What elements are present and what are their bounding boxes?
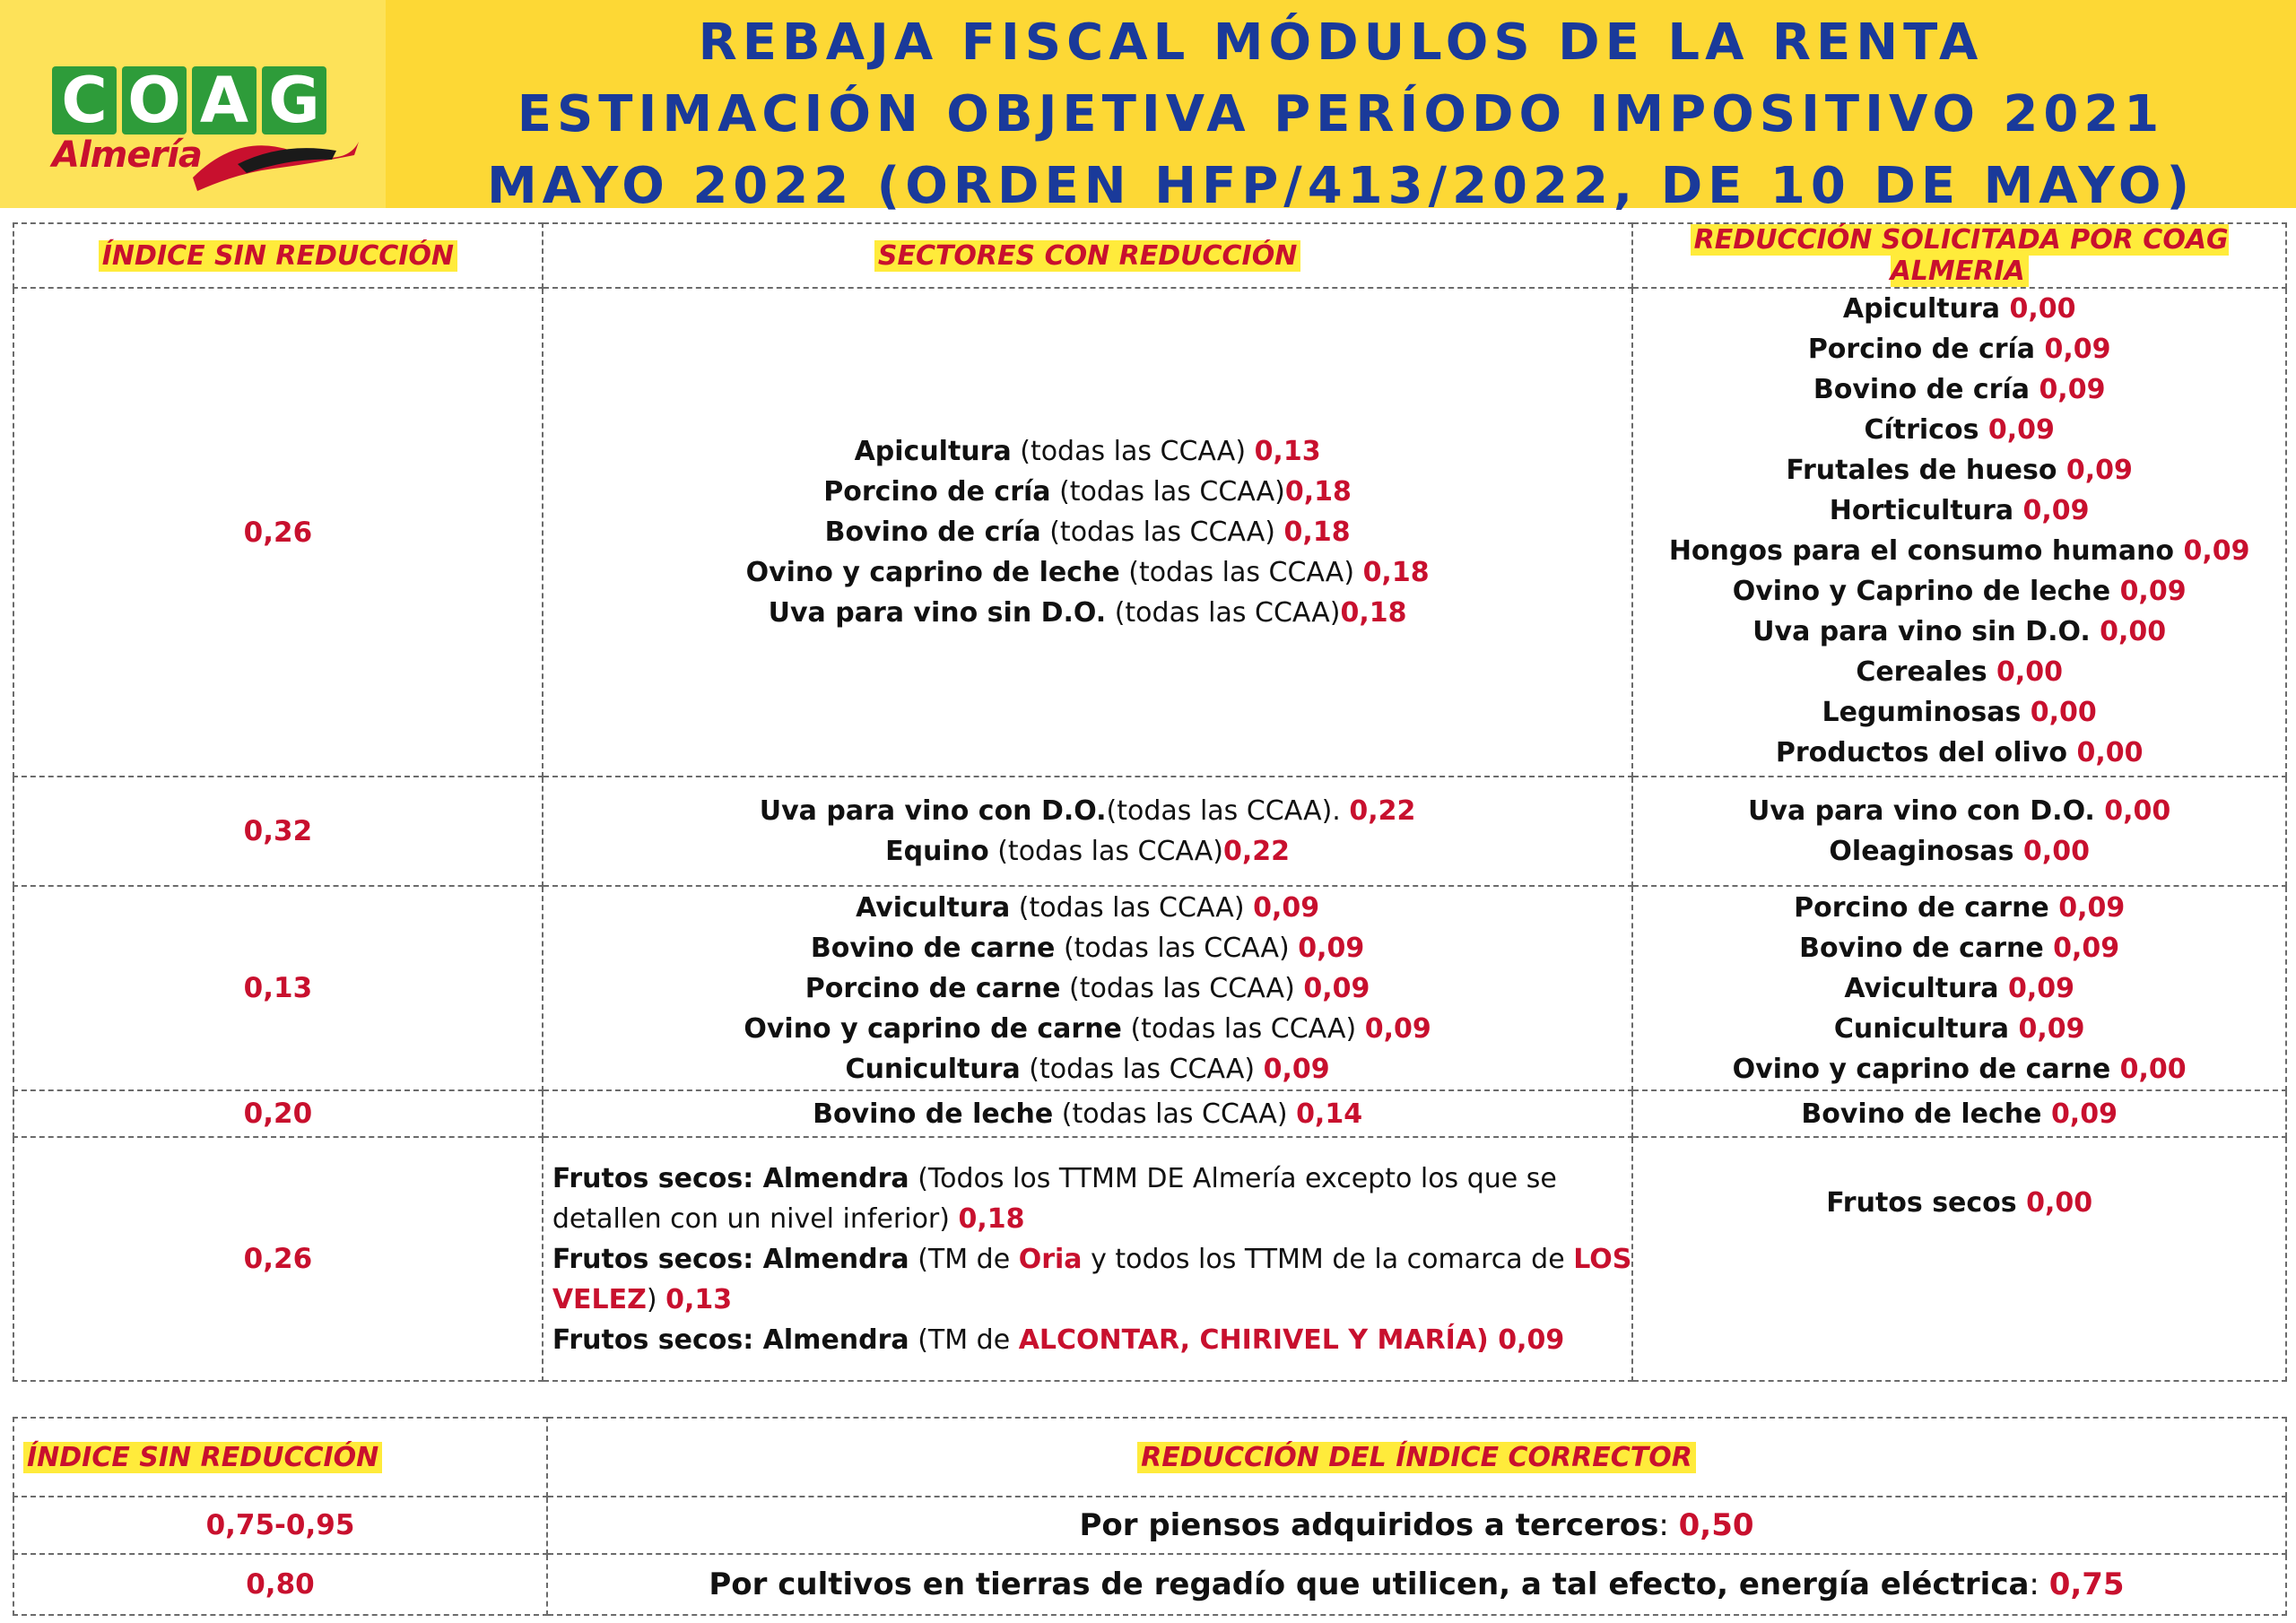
index-cell: 0,75-0,95 bbox=[13, 1497, 547, 1554]
sector-name: Ovino y caprino de leche bbox=[745, 557, 1120, 588]
almendra-segment: ALCONTAR, CHIRIVEL Y MARÍA) 0,09 bbox=[1018, 1324, 1565, 1356]
requested-value: 0,00 bbox=[1996, 656, 2064, 688]
corrector-value: 0,75 bbox=[2048, 1566, 2125, 1602]
sector-line bbox=[544, 831, 1632, 872]
requested-name: Porcino de cría bbox=[1807, 334, 2045, 365]
requested-line bbox=[1633, 369, 2285, 410]
requested-line bbox=[1633, 888, 2285, 928]
requested-name: Productos del olivo bbox=[1775, 737, 2077, 768]
logo-letter-c: C bbox=[52, 66, 117, 135]
table-row bbox=[13, 1090, 2286, 1137]
sector-value: 0,09 bbox=[1298, 932, 1365, 964]
coag-logo bbox=[0, 0, 386, 208]
requested-value: 0,00 bbox=[2119, 1053, 2187, 1085]
requested-line bbox=[1633, 571, 2285, 612]
header-reduccion-corrector: REDUCCIÓN DEL ÍNDICE CORRECTOR bbox=[547, 1418, 2286, 1497]
sector-line bbox=[544, 968, 1632, 1009]
sectors-cell bbox=[543, 886, 1633, 1090]
sector-line bbox=[544, 1094, 1632, 1134]
sector-value: 0,18 bbox=[1362, 557, 1430, 588]
sector-line bbox=[544, 791, 1632, 831]
requested-value: 0,00 bbox=[2022, 836, 2090, 867]
sectors-cell bbox=[543, 777, 1633, 886]
corrector-line bbox=[548, 1565, 2285, 1605]
requested-value: 0,00 bbox=[2104, 795, 2171, 827]
almendra-line bbox=[552, 1239, 1632, 1280]
sector-scope: (todas las CCAA) bbox=[1011, 436, 1255, 467]
requested-name: Bovino de leche bbox=[1801, 1098, 2051, 1130]
corrector-index-table bbox=[13, 1417, 2287, 1616]
sector-value: 0,22 bbox=[1223, 836, 1291, 867]
sector-name: Porcino de cría bbox=[823, 476, 1051, 508]
requested-value: 0,09 bbox=[1987, 414, 2055, 446]
sector-line bbox=[544, 472, 1632, 512]
almendra-segment: (Todos los TTMM DE Almería excepto los que se bbox=[909, 1162, 1557, 1194]
almendra-segment: 0,13 bbox=[665, 1283, 733, 1315]
sector-scope: (todas las CCAA) bbox=[1060, 972, 1304, 1004]
page-title bbox=[386, 7, 2296, 222]
index-cell: 0,80 bbox=[13, 1554, 547, 1615]
corrector-value: 0,50 bbox=[1678, 1506, 1754, 1543]
requested-cell bbox=[1632, 1090, 2286, 1137]
sector-name: Equino bbox=[885, 836, 989, 867]
requested-name: Uva para vino sin D.O. bbox=[1752, 616, 2100, 647]
requested-line bbox=[1633, 1049, 2285, 1089]
almendra-line bbox=[552, 1320, 1632, 1360]
sector-name: Bovino de leche bbox=[813, 1098, 1054, 1130]
header-indice-2: ÍNDICE SIN REDUCCIÓN bbox=[13, 1418, 547, 1497]
sector-line bbox=[544, 1009, 1632, 1049]
index-cell: 0,32 bbox=[13, 777, 543, 886]
requested-value: 0,00 bbox=[2030, 697, 2097, 728]
sector-line bbox=[544, 431, 1632, 472]
almendra-segment: 0,18 bbox=[958, 1202, 1025, 1235]
sector-value: 0,09 bbox=[1303, 972, 1370, 1004]
table-row bbox=[13, 288, 2286, 777]
corrector-sep: : bbox=[1658, 1506, 1679, 1543]
header-reduccion-solicitada: REDUCCIÓN SOLICITADA POR COAG ALMERIA bbox=[1632, 223, 2286, 288]
requested-value: 0,09 bbox=[2044, 334, 2111, 365]
almendra-segment: ) bbox=[646, 1283, 666, 1315]
requested-value: 0,00 bbox=[2009, 293, 2076, 325]
almendra-segment: y todos los TTMM de la comarca de bbox=[1082, 1243, 1574, 1275]
requested-name: Cítricos bbox=[1864, 414, 1988, 446]
requested-name: Cunicultura bbox=[1833, 1012, 2019, 1045]
requested-value: 0,09 bbox=[2039, 374, 2106, 405]
requested-value: 0,00 bbox=[2076, 737, 2144, 768]
almendra-line bbox=[552, 1159, 1632, 1199]
logo-letter-a: A bbox=[192, 66, 257, 135]
requested-name: Avicultura bbox=[1844, 972, 2008, 1004]
requested-line bbox=[1633, 1094, 2285, 1134]
table-row bbox=[13, 1497, 2286, 1554]
requested-name: Hongos para el consumo humano bbox=[1668, 535, 2184, 567]
sector-value: 0,13 bbox=[1254, 436, 1321, 467]
almendra-segment: Frutos secos: Almendra bbox=[552, 1162, 909, 1194]
almendra-segment: LOS bbox=[1573, 1243, 1632, 1275]
requested-line bbox=[1633, 410, 2285, 450]
almendra-segment: Frutos secos: Almendra bbox=[552, 1243, 909, 1275]
sector-name: Bovino de cría bbox=[824, 516, 1041, 548]
sector-value: 0,18 bbox=[1284, 476, 1352, 508]
requested-line bbox=[1633, 831, 2285, 872]
requested-name: Apicultura bbox=[1842, 293, 2010, 325]
sector-name: Apicultura bbox=[854, 436, 1012, 467]
sector-value: 0,09 bbox=[1364, 1012, 1431, 1045]
almendra-segment: VELEZ bbox=[552, 1283, 647, 1315]
sector-name: Bovino de carne bbox=[810, 932, 1056, 964]
sector-scope: (todas las CCAA) bbox=[1010, 891, 1254, 924]
almendra-segment: Oria bbox=[1018, 1243, 1083, 1275]
sector-line bbox=[544, 593, 1632, 633]
requested-name: Uva para vino con D.O. bbox=[1748, 795, 2105, 827]
requested-cell bbox=[1632, 777, 2286, 886]
sector-value: 0,09 bbox=[1253, 891, 1320, 924]
sector-scope: (todas las CCAA) bbox=[1050, 476, 1285, 508]
sectors-cell bbox=[543, 288, 1633, 777]
requested-name: Bovino de carne bbox=[1799, 932, 2054, 964]
title-line-1: REBAJA FISCAL MÓDULOS DE LA RENTA bbox=[698, 13, 1984, 72]
requested-name: Horticultura bbox=[1829, 495, 2023, 526]
requested-name: Ovino y Caprino de leche bbox=[1732, 576, 2120, 607]
sector-scope: (todas las CCAA) bbox=[1106, 597, 1341, 629]
requested-line bbox=[1633, 791, 2285, 831]
requested-cell bbox=[1632, 288, 2286, 777]
almendra-segment: Frutos secos: Almendra bbox=[552, 1324, 909, 1356]
corrector-line bbox=[548, 1506, 2285, 1546]
requested-value: 0,09 bbox=[2022, 495, 2090, 526]
requested-name: Porcino de carne bbox=[1794, 891, 2059, 924]
sector-scope: (todas las CCAA) bbox=[1055, 932, 1299, 964]
requested-value: 0,09 bbox=[2183, 535, 2250, 567]
corrector-cell bbox=[547, 1554, 2286, 1615]
sector-name: Ovino y caprino de carne bbox=[744, 1012, 1122, 1045]
requested-line bbox=[1633, 329, 2285, 369]
table-body-2 bbox=[13, 1497, 2286, 1615]
header-banner bbox=[0, 0, 2296, 215]
requested-line bbox=[1633, 289, 2285, 329]
logo-swoosh-icon bbox=[184, 115, 363, 195]
requested-value: 0,09 bbox=[2066, 455, 2133, 486]
sector-line bbox=[544, 1049, 1632, 1089]
requested-line bbox=[1633, 612, 2285, 652]
requested-name: Ovino y caprino de carne bbox=[1732, 1053, 2120, 1085]
index-cell: 0,20 bbox=[13, 1090, 543, 1137]
table-row bbox=[13, 886, 2286, 1090]
requested-name: Leguminosas bbox=[1822, 697, 2031, 728]
table-row bbox=[13, 777, 2286, 886]
sector-name: Cunicultura bbox=[845, 1053, 1021, 1085]
almendra-sectors-cell bbox=[543, 1137, 1633, 1381]
sector-line bbox=[544, 552, 1632, 593]
sector-scope: (todas las CCAA) bbox=[1119, 557, 1363, 588]
almendra-line bbox=[552, 1199, 1632, 1239]
sector-line bbox=[544, 928, 1632, 968]
sector-reduction-table bbox=[13, 222, 2287, 1382]
index-cell: 0,26 bbox=[13, 288, 543, 777]
table-row-almendra bbox=[13, 1137, 2286, 1381]
almendra-line bbox=[552, 1280, 1632, 1320]
requested-value: 0,09 bbox=[2018, 1012, 2085, 1045]
requested-value: 0,09 bbox=[2053, 932, 2120, 964]
corrector-text: Por piensos adquiridos a terceros bbox=[1079, 1506, 1659, 1543]
logo-letter-g: G bbox=[262, 66, 326, 135]
header-sectores: SECTORES CON REDUCCIÓN bbox=[543, 223, 1633, 288]
title-line-2: ESTIMACIÓN OBJETIVA PERÍODO IMPOSITIVO 2021 bbox=[517, 85, 2165, 143]
logo-letter-o: O bbox=[122, 66, 187, 135]
requested-value: 0,09 bbox=[2050, 1098, 2118, 1130]
sector-name: Uva para vino con D.O. bbox=[759, 795, 1107, 827]
requested-name: Frutales de hueso bbox=[1786, 455, 2066, 486]
requested-line bbox=[1633, 531, 2285, 571]
almendra-segment: (TM de bbox=[909, 1324, 1019, 1356]
requested-line bbox=[1633, 692, 2285, 733]
sector-value: 0,22 bbox=[1349, 795, 1416, 827]
corrector-cell bbox=[547, 1497, 2286, 1554]
sector-line bbox=[544, 512, 1632, 552]
requested-line bbox=[1633, 450, 2285, 490]
sector-scope: (todas las CCAA) bbox=[1040, 516, 1284, 548]
sector-scope: (todas las CCAA) bbox=[1053, 1098, 1297, 1130]
sector-scope: (todas las CCAA) bbox=[988, 836, 1224, 867]
requested-value: 0,00 bbox=[2100, 616, 2167, 647]
index-cell: 0,26 bbox=[13, 1137, 543, 1381]
sector-value: 0,18 bbox=[1283, 516, 1351, 548]
sector-name: Avicultura bbox=[856, 891, 1011, 924]
logo-subtitle: Almería bbox=[52, 135, 202, 176]
requested-cell bbox=[1632, 1137, 2286, 1381]
requested-name: Frutos secos bbox=[1826, 1187, 2027, 1219]
requested-name: Oleaginosas bbox=[1829, 836, 2023, 867]
index-cell: 0,13 bbox=[13, 886, 543, 1090]
title-line-3: MAYO 2022 (ORDEN HFP/413/2022, DE 10 DE MAYO) bbox=[486, 157, 2196, 215]
corrector-text: Por cultivos en tierras de regadío que utilicen, a tal efecto, energía eléctrica bbox=[709, 1566, 2030, 1602]
requested-value: 0,09 bbox=[2119, 576, 2187, 607]
requested-name: Cereales bbox=[1856, 656, 1996, 688]
almendra-segment: (TM de bbox=[909, 1243, 1019, 1275]
sector-name: Uva para vino sin D.O. bbox=[768, 597, 1107, 629]
requested-line bbox=[1633, 968, 2285, 1009]
table-body bbox=[13, 288, 2286, 1381]
requested-line bbox=[1633, 652, 2285, 692]
sector-value: 0,14 bbox=[1296, 1098, 1363, 1130]
sector-name: Porcino de carne bbox=[804, 972, 1061, 1004]
almendra-segment: detallen con un nivel inferior) bbox=[552, 1202, 959, 1235]
sector-scope: (todas las CCAA) bbox=[1121, 1012, 1365, 1045]
sector-value: 0,18 bbox=[1340, 597, 1407, 629]
header-indice: ÍNDICE SIN REDUCCIÓN bbox=[13, 223, 543, 288]
requested-name: Bovino de cría bbox=[1813, 374, 2039, 405]
requested-value: 0,00 bbox=[2026, 1187, 2093, 1219]
requested-cell bbox=[1632, 886, 2286, 1090]
corrector-sep: : bbox=[2029, 1566, 2049, 1602]
sector-line bbox=[544, 888, 1632, 928]
sector-scope: (todas las CCAA). bbox=[1106, 795, 1350, 827]
requested-value: 0,09 bbox=[2058, 891, 2126, 924]
requested-line bbox=[1633, 490, 2285, 531]
requested-line bbox=[1633, 1183, 2285, 1223]
table-row bbox=[13, 1554, 2286, 1615]
requested-line bbox=[1633, 1009, 2285, 1049]
sectors-cell bbox=[543, 1090, 1633, 1137]
requested-line bbox=[1633, 733, 2285, 773]
sector-scope: (todas las CCAA) bbox=[1020, 1053, 1264, 1085]
sector-value: 0,09 bbox=[1263, 1053, 1330, 1085]
requested-line bbox=[1633, 928, 2285, 968]
requested-value: 0,09 bbox=[2007, 972, 2074, 1004]
